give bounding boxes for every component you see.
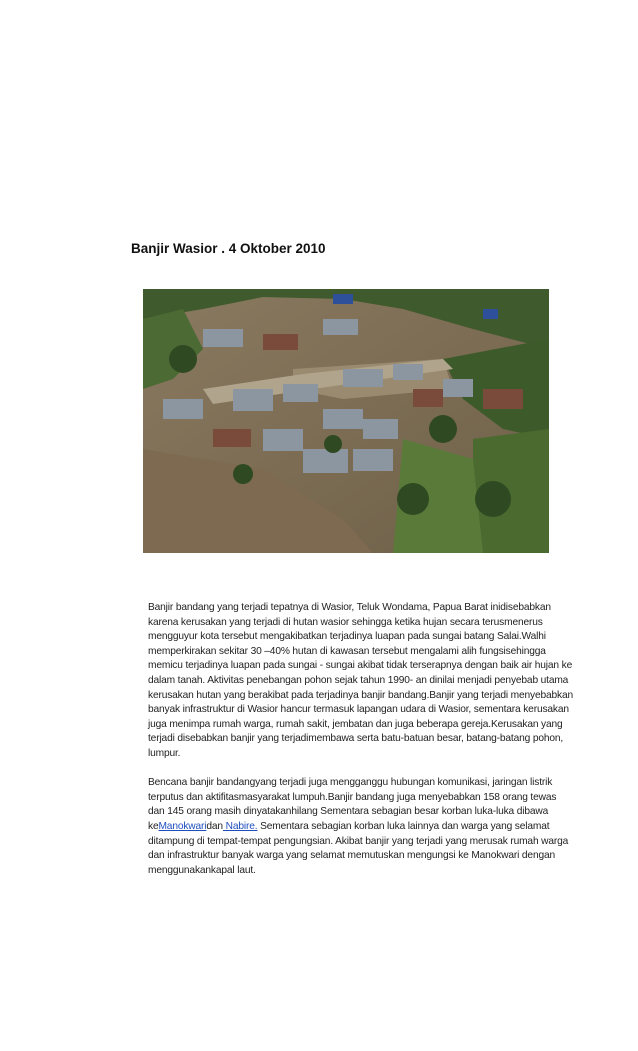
flood-aerial-image [143, 289, 549, 553]
paragraph-2-text-and: dan [206, 820, 223, 832]
link-manokwari[interactable]: Manokwari [158, 820, 207, 832]
link-nabire[interactable]: Nabire. [222, 820, 258, 832]
paragraph-2-text-end: Sementara sebagian korban luka lainnya dan warga yang selamat ditampung di tempat-tempat pengungsian. Akibat banjir yang terjadi yang merusak rumah warga dan infrastruktur banyak warga yang selamat memutuskan mengungsi ke Manokwari dengan menggunakankapal laut. [148, 820, 569, 876]
paragraph-2-text-start: Bencana banjir bandangyang terjadi juga mengganggu hubungan komunikasi, jaringan listrik terputus dan aktifitasmasyarakat lumpuh.Banjir bandang juga menyebabkan 158 orang tewas dan 145 orang masih dinyatakanhilang Sementara sebagian besar korban luka-luka dibawa ke [148, 777, 557, 832]
flood-photo [143, 289, 549, 553]
page-title: Banjir Wasior . 4 Oktober 2010 [131, 241, 326, 256]
paragraph-2 [148, 776, 573, 878]
article-body [148, 601, 573, 878]
paragraph-1: Banjir bandang yang terjadi tepatnya di Wasior, Teluk Wondama, Papua Barat inidisebabkan karena kerusakan yang terjadi di hutan wasior sehingga ketika hujan secara terusmenerus mengguyur kota tersebut mengakibatkan terjadinya luapan pada sungai batang Salai.Walhi memperkirakan sekitar 30 –40% hutan di kawasan tersebut mengalami alih fungsisehingga memicu terjadinya luapan pada sungai - sungai akibat tidak terserapnya dengan baik air hujan ke dalam tanah. Aktivitas penebangan pohon sejak tahun 1990- an dinilai menjadi penyebab utama kerusakan hutan yang berakibat pada terjadinya banjir bandang.Banjir yang terjadi menyebabkan banyak infrastruktur di Wasior hancur termasuk lapangan udara di Wasior, sementara kerusakan juga menimpa rumah warga, rumah sakit, jembatan dan juga beberapa gereja.Kerusakan yang terjadi disebabkan banjir yang terjadimembawa serta batu-batuan besar, batang-batang pohon, lumpur. [148, 602, 573, 759]
